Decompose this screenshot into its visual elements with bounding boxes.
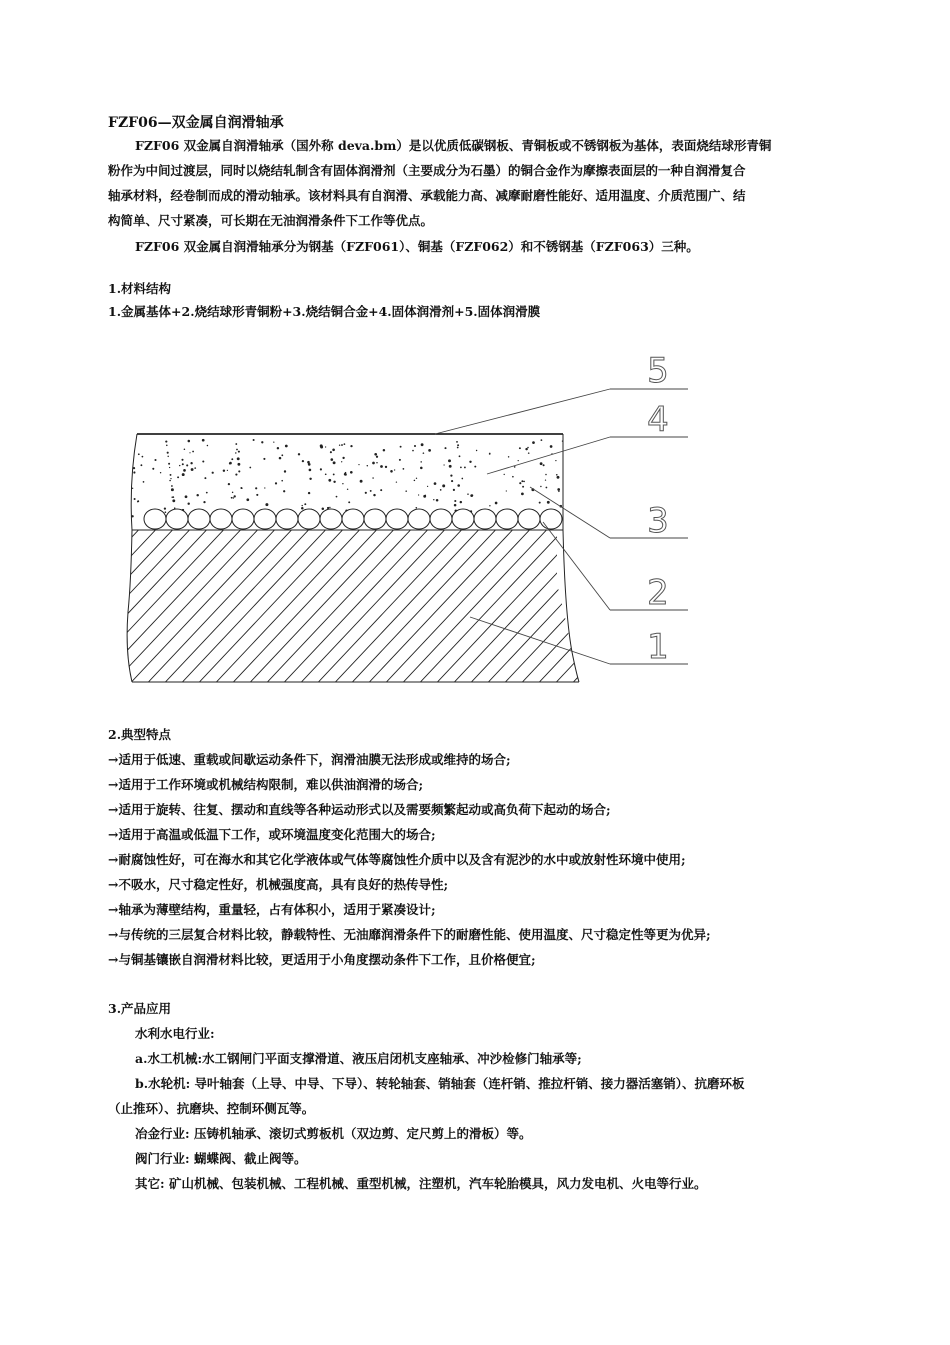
feature-item-1: →适用于低速、重载或间歇运动条件下，润滑油膜无法形成或维持的场合; [108, 752, 511, 767]
intro-line-1: FZF06 双金属自润滑轴承（国外称 deva.bm）是以优质低碳钢板、青铜板或不锈钢板为基体，表面烧结球形青铜 [135, 138, 772, 153]
layer-label-3: 3 [647, 501, 669, 541]
layer-label-1: 1 [647, 627, 669, 667]
section1-layers: 1.金属基体+2.烧结球形青铜粉+3.烧结铜合金+4.固体润滑剂+5.固体润滑膜 [108, 304, 541, 319]
application-metallurgy: 冶金行业: 压铸机轴承、滚切式剪板机（双边剪、定尺剪上的滑板）等。 [135, 1126, 532, 1141]
intro-line-2: 粉作为中间过渡层，同时以烧结轧制含有固体润滑剂（主要成分为石墨）的铜合金作为摩擦表面层的一种自润滑复合 [108, 163, 746, 178]
feature-item-9: →与铜基镶嵌自润滑材料比较，更适用于小角度摆动条件下工作，且价格便宜; [108, 952, 536, 967]
application-item-a: a.水工机械:水工钢闸门平面支撑滑道、液压启闭机支座轴承、冲沙检修门轴承等; [135, 1051, 582, 1066]
intro-line-3: 轴承材料，经卷制而成的滑动轴承。该材料具有自润滑、承载能力高、减摩耐磨性能好、适用温度、介质范围广、结 [108, 188, 746, 203]
lubricant-dots [130, 439, 563, 518]
feature-item-7: →轴承为薄壁结构，重量轻，占有体积小，适用于紧凑设计; [108, 902, 436, 917]
material-structure-diagram [125, 352, 695, 692]
application-item-b-line2: （止推环）、抗磨块、控制环侧瓦等。 [108, 1101, 315, 1116]
bronze-spheres [144, 509, 562, 529]
intro-line-4: 构简单、尺寸紧凑，可长期在无油润滑条件下工作等优点。 [108, 213, 434, 228]
feature-item-3: →适用于旋转、往复、摆动和直线等各种运动形式以及需要频繁起动或高负荷下起动的场合; [108, 802, 611, 817]
section2-heading: 2.典型特点 [108, 727, 172, 742]
layer-label-5: 5 [647, 352, 669, 391]
application-water-industry: 水利水电行业: [135, 1026, 215, 1041]
feature-item-4: →适用于高温或低温下工作，或环境温度变化范围大的场合; [108, 827, 436, 842]
application-item-b-line1: b.水轮机: 导叶轴套（上导、中导、下导）、转轮轴套、销轴套（连杆销、推拉杆销、接力器活塞销）、抗磨环板 [135, 1076, 745, 1091]
substrate-hatch [125, 522, 695, 692]
feature-item-2: →适用于工作环境或机械结构限制，难以供油润滑的场合; [108, 777, 424, 792]
application-other: 其它: 矿山机械、包装机械、工程机械、重型机械，注塑机，汽车轮胎模具，风力发电机、火电等行业。 [135, 1176, 707, 1191]
feature-item-6: →不吸水，尺寸稳定性好，机械强度高，具有良好的热传导性; [108, 877, 449, 892]
section3-heading: 3.产品应用 [108, 1001, 172, 1016]
document-title: FZF06—双金属自润滑轴承 [108, 115, 284, 131]
layer-label-2: 2 [647, 573, 669, 613]
application-valve: 阀门行业: 蝴蝶阀、截止阀等。 [135, 1151, 307, 1166]
section1-heading: 1.材料结构 [108, 281, 172, 296]
feature-item-8: →与传统的三层复合材料比较，静载特性、无油靡润滑条件下的耐磨性能、使用温度、尺寸稳定性等更为优异; [108, 927, 711, 942]
types-line: FZF06 双金属自润滑轴承分为钢基（FZF061）、铜基（FZF062）和不锈钢基（FZF063）三种。 [135, 239, 699, 254]
feature-item-5: →耐腐蚀性好，可在海水和其它化学液体或气体等腐蚀性介质中以及含有泥沙的水中或放射性环境中使用; [108, 852, 686, 867]
layer-label-4: 4 [647, 400, 669, 440]
